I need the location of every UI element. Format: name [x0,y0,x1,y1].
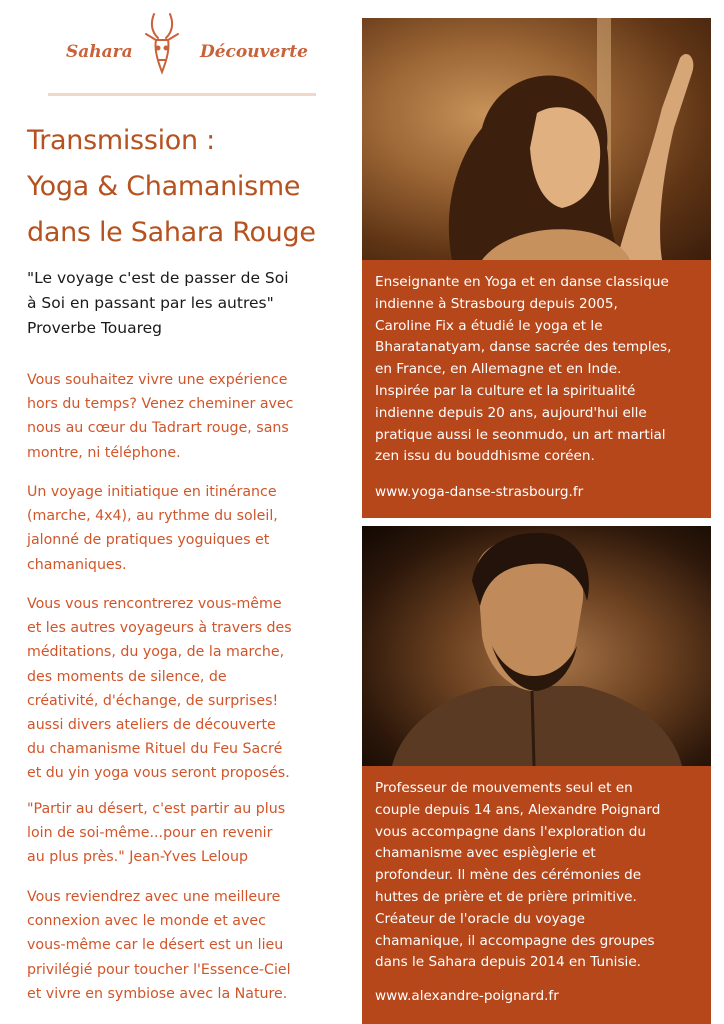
bio-line: chamanisme avec espièglerie et [375,845,596,862]
paragraph-line: et les autres voyageurs à travers des [27,620,292,637]
bio-line: Caroline Fix a étudié le yoga et le [375,317,603,334]
bio-line: dans le Sahara depuis 2014 en Tunisie. [375,954,642,971]
paragraph-line: vous-même car le désert est un lieu [27,937,284,954]
right-column [362,18,711,1024]
paragraph-line: montre, ni téléphone. [27,444,181,461]
quote-line: à Soi en passant par les autres" [27,294,274,312]
bio-line: couple depuis 14 ans, Alexandre Poignard [375,801,661,818]
paragraph-line: loin de soi-même...pour en revenir [27,825,273,842]
logo-word-sahara: Sahara [66,42,133,62]
paragraph-activities [27,592,342,786]
title-line: Transmission : [27,125,215,156]
bio-line: Créateur de l'oracle du voyage [375,910,585,927]
paragraph-leloup-quote [27,797,342,870]
bio-alexandre-poignard [362,766,711,1024]
bio-line: Professeur de mouvements seul et en [375,780,633,796]
paragraph-line: connexion avec le monde et avec [27,913,266,930]
paragraph-line: créativité, d'échange, de surprises! [27,692,279,709]
page-title [27,118,357,256]
paragraph-line: méditations, du yoga, de la marche, [27,644,285,661]
antelope-icon [132,10,192,76]
portrait-man-illustration [362,526,711,766]
paragraph-line: Vous souhaitez vivre une expérience [27,372,288,388]
paragraph-line: au plus près." Jean-Yves Leloup [27,849,248,866]
bio-line: indienne depuis 20 ans, aujourd'hui elle [375,404,647,421]
paragraph-line: privilégié pour toucher l'Essence-Ciel [27,961,291,978]
quote-attribution: Proverbe Touareg [27,319,163,337]
logo [60,10,320,80]
paragraph-line: des moments de silence, de [27,668,227,685]
bio-line: vous accompagne dans l'exploration du [375,823,647,840]
bio-line: Bharatanatyam, danse sacrée des temples, [375,339,672,356]
bio-line: profondeur. Il mène des cérémonies de [375,867,642,884]
website-url: www.yoga-danse-strasbourg.fr [375,484,584,501]
bio-line: indienne à Strasbourg depuis 2005, [375,295,618,312]
title-line: Yoga & Chamanisme [27,171,301,202]
paragraph-line: chamaniques. [27,556,127,573]
bio-caroline-fix [362,260,711,518]
bio-line: pratique aussi le seonmudo, un art martial [375,426,666,443]
divider [48,93,316,96]
paragraph-line: Vous reviendrez avec une meilleure [27,889,281,905]
paragraph-conclusion [27,885,342,1006]
paragraph-line: et du yin yoga vous seront proposés. [27,765,290,782]
photo-alexandre-poignard [362,526,711,766]
portrait-woman-illustration [362,18,711,260]
quote-line: "Le voyage c'est de passer de Soi [27,269,289,287]
title-line: dans le Sahara Rouge [27,217,316,248]
photo-caroline-fix [362,18,711,260]
bio-line: en France, en Allemagne et en Inde. [375,361,622,378]
paragraph-line: nous au cœur du Tadrart rouge, sans [27,420,289,437]
bio-line: zen issu du bouddhisme coréen. [375,448,595,465]
proverb-quote [27,266,357,341]
paragraph-line: et vivre en symbiose avec la Nature. [27,985,288,1002]
paragraph-line: jalonné de pratiques yoguiques et [27,532,270,549]
bio-line: chamanique, il accompagne des groupes [375,932,655,949]
website-url: www.alexandre-poignard.fr [375,988,559,1005]
paragraph-journey [27,480,342,577]
bio-line: Inspirée par la culture et la spiritualité [375,382,636,399]
paragraph-line: "Partir au désert, c'est partir au plus [27,801,286,817]
paragraph-line: (marche, 4x4), au rythme du soleil, [27,508,278,525]
logo-word-decouverte: Découverte [200,42,308,62]
paragraph-line: du chamanisme Rituel du Feu Sacré [27,741,283,758]
bio-line: Enseignante en Yoga et en danse classique [375,274,669,290]
paragraph-line: Vous vous rencontrerez vous-même [27,596,282,612]
paragraph-line: aussi divers ateliers de découverte [27,717,276,734]
paragraph-line: hors du temps? Venez cheminer avec [27,396,294,413]
paragraph-intro [27,368,342,465]
paragraph-line: Un voyage initiatique en itinérance [27,484,277,500]
bio-line: huttes de prière et de prière primitive. [375,888,637,905]
